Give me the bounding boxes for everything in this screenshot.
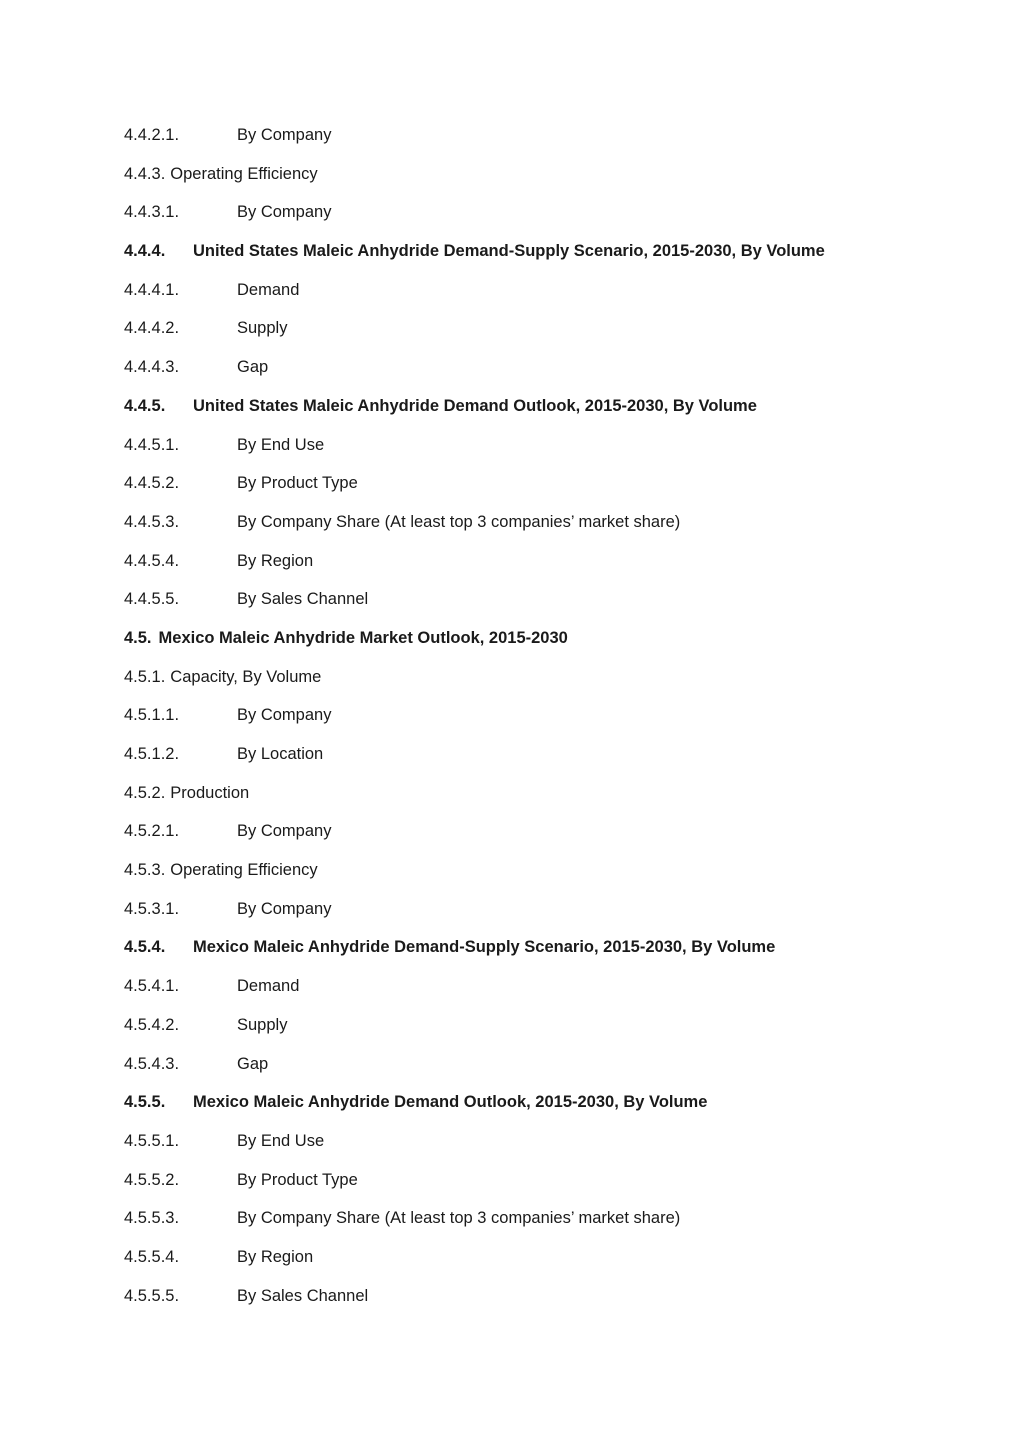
toc-entry-number: 4.5. (124, 628, 152, 647)
toc-entry-number: 4.4.4.3. (124, 358, 180, 377)
toc-entry-number: 4.4.3. (124, 164, 166, 183)
toc-entry-title: By Company (237, 822, 332, 841)
toc-entry-title: By Company Share (At least top 3 companies’ market share) (237, 512, 681, 531)
toc-entry (124, 511, 984, 550)
toc-entry (124, 1169, 984, 1208)
toc-entry-number: 4.5.4. (124, 938, 166, 957)
toc-entry-number: 4.4.5. (124, 396, 166, 415)
toc-entry-number: 4.4.2.1. (124, 126, 180, 144)
toc-entry-number: 4.4.4.1. (124, 280, 180, 299)
toc-entry-title: Supply (237, 319, 288, 338)
toc-entry-number: 4.5.5.2. (124, 1170, 180, 1189)
toc-entry-number: 4.4.5.1. (124, 435, 180, 454)
toc-entry (124, 472, 984, 511)
toc-entry (124, 550, 984, 589)
toc-entry (124, 859, 984, 898)
toc-entry-number: 4.5.5.4. (124, 1247, 180, 1266)
toc-entry-title: By Company Share (At least top 3 companies’ market share) (237, 1209, 681, 1228)
toc-entry (124, 317, 984, 356)
toc-entry-number: 4.5.1.2. (124, 745, 180, 763)
toc-entry-title: By End Use (237, 1131, 325, 1150)
toc-entry (124, 1207, 984, 1246)
toc-entry (124, 279, 984, 318)
toc-entry (124, 936, 984, 975)
toc-entry (124, 782, 984, 821)
toc-entry-title: By Location (237, 745, 324, 763)
toc-entry-number: 4.5.4.3. (124, 1054, 180, 1073)
toc-entry-title: By Company (237, 203, 332, 222)
toc-entry (124, 743, 984, 782)
toc-entry-title: United States Maleic Anhydride Demand-Supply Scenario, 2015-2030, By Volume (193, 242, 825, 261)
toc-entry (124, 434, 984, 473)
toc-entry (124, 1246, 984, 1285)
toc-entry (124, 1014, 984, 1053)
toc-entry-title: Gap (237, 1054, 269, 1073)
toc-entry (124, 975, 984, 1014)
toc-entry (124, 395, 984, 434)
toc-entry-number: 4.5.5.5. (124, 1286, 180, 1305)
toc-entry-title: Gap (237, 358, 269, 377)
toc-entry-number: 4.4.5.3. (124, 512, 180, 531)
table-of-contents (124, 124, 984, 1323)
toc-entry (124, 201, 984, 240)
toc-entry-title: By Sales Channel (237, 1286, 369, 1305)
toc-entry (124, 898, 984, 937)
toc-entry (124, 356, 984, 395)
toc-entry-number: 4.5.5.3. (124, 1209, 180, 1228)
toc-entry-title: By Region (237, 1247, 314, 1266)
toc-entry-title: By Product Type (237, 1170, 358, 1189)
toc-entry (124, 124, 984, 163)
toc-entry-number: 4.5.4.2. (124, 1015, 180, 1034)
toc-entry-title: United States Maleic Anhydride Demand Outlook, 2015-2030, By Volume (193, 396, 757, 415)
toc-entry-number: 4.4.5.5. (124, 590, 180, 609)
toc-entry-title: Production (170, 783, 250, 802)
toc-entry-number: 4.4.5.4. (124, 551, 180, 570)
toc-entry-title: By End Use (237, 435, 325, 454)
toc-entry-title: Operating Efficiency (170, 164, 318, 183)
toc-entry-number: 4.5.3.1. (124, 899, 180, 918)
toc-entry-number: 4.5.1.1. (124, 706, 180, 725)
toc-entry-number: 4.5.5. (124, 1093, 166, 1112)
toc-entry-number: 4.5.5.1. (124, 1131, 180, 1150)
toc-entry (124, 163, 984, 202)
toc-entry (124, 1091, 984, 1130)
toc-entry-title: By Company (237, 899, 332, 918)
toc-entry-number: 4.4.4.2. (124, 319, 180, 338)
toc-entry-number: 4.4.5.2. (124, 474, 180, 493)
toc-entry-title: By Company (237, 706, 332, 725)
toc-entry-number: 4.5.1. (124, 667, 166, 686)
toc-entry-title: Mexico Maleic Anhydride Demand-Supply Scenario, 2015-2030, By Volume (193, 938, 776, 957)
toc-entry (124, 1053, 984, 1092)
toc-entry (124, 627, 984, 666)
toc-entry-title: Capacity, By Volume (170, 667, 322, 686)
toc-entry (124, 704, 984, 743)
toc-entry-number: 4.5.3. (124, 861, 166, 880)
toc-entry (124, 820, 984, 859)
toc-entry-number: 4.4.4. (124, 242, 166, 261)
toc-entry-title: Mexico Maleic Anhydride Demand Outlook, 2015-2030, By Volume (193, 1093, 708, 1112)
toc-entry (124, 1285, 984, 1324)
toc-entry-title: Demand (237, 280, 300, 299)
toc-entry (124, 666, 984, 705)
toc-entry (124, 588, 984, 627)
toc-entry-title: By Product Type (237, 474, 358, 493)
toc-entry (124, 240, 984, 279)
toc-entry-title: Supply (237, 1015, 288, 1034)
toc-entry-title: Operating Efficiency (170, 861, 318, 880)
toc-entry-number: 4.5.2. (124, 783, 166, 802)
toc-entry-title: Mexico Maleic Anhydride Market Outlook, 2015-2030 (158, 628, 568, 647)
toc-entry-number: 4.4.3.1. (124, 203, 180, 222)
toc-entry-number: 4.5.2.1. (124, 822, 180, 841)
toc-entry (124, 1130, 984, 1169)
toc-entry-title: Demand (237, 977, 300, 996)
toc-entry-title: By Region (237, 551, 314, 570)
toc-entry-title: By Sales Channel (237, 590, 369, 609)
toc-entry-number: 4.5.4.1. (124, 977, 180, 996)
toc-entry-title: By Company (237, 126, 332, 144)
